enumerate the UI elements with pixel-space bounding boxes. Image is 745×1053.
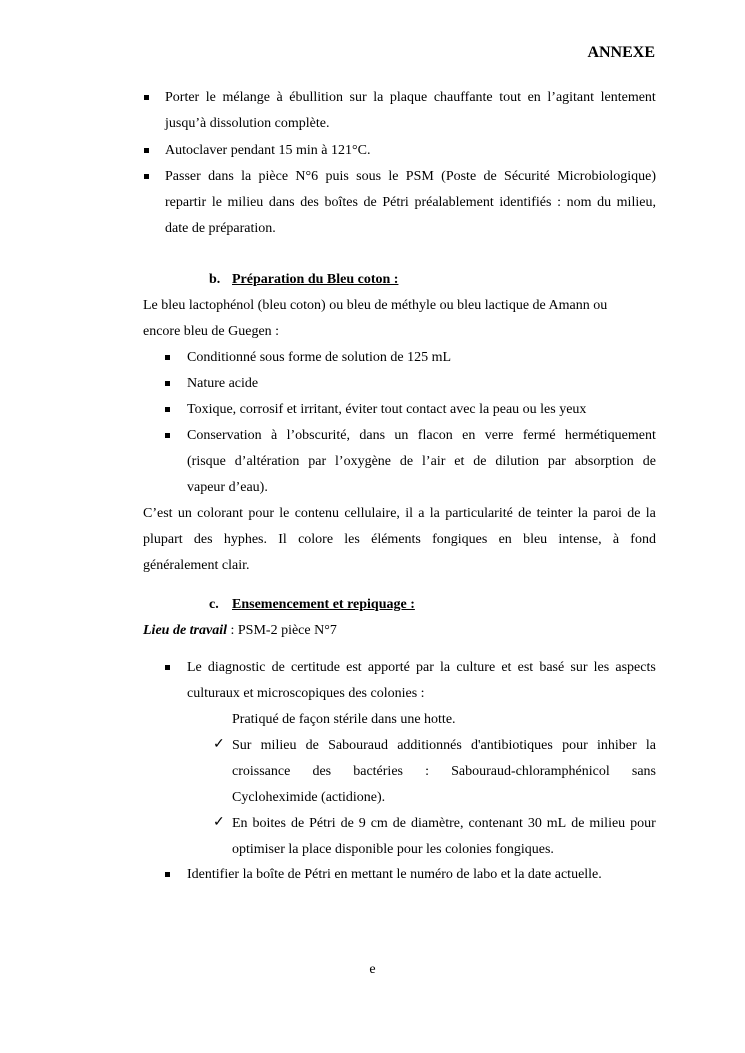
word: 30 (527, 816, 542, 831)
word: de (518, 506, 532, 521)
para-b2-line1 (143, 505, 656, 523)
word: verre (484, 428, 514, 443)
list1-item1-line1 (165, 89, 656, 107)
word: le (211, 195, 222, 210)
section-c-heading (232, 596, 415, 614)
para-b2-line3: généralement clair. (143, 558, 250, 573)
para-b-line2: encore bleu de Guegen : (143, 324, 280, 339)
word: des (312, 764, 332, 779)
word: culture (456, 660, 496, 675)
word: Sabouraud (328, 738, 388, 753)
word: en (498, 532, 512, 547)
word: dans (268, 195, 295, 210)
bullet-square (165, 407, 170, 412)
word: l’agitant (547, 90, 595, 105)
list4-item1: Identifier la boîte de Pétri en mettant le numéro de labo et la date actuelle. (187, 867, 602, 882)
word: nom (566, 195, 592, 210)
word: milieu (589, 816, 626, 831)
word: boîtes (324, 195, 358, 210)
page-number: e (369, 962, 376, 977)
word: a (418, 506, 425, 521)
word: dans (359, 428, 386, 443)
section-c-heading-text: Ensemencement et repiquage : (232, 597, 415, 612)
word: identifiés (499, 195, 552, 210)
word: est (517, 660, 534, 675)
word: sans (631, 764, 656, 779)
workplace-value: : PSM-2 pièce N°7 (227, 623, 337, 638)
bullet-square (144, 95, 149, 100)
word: bleu (523, 532, 548, 547)
word: du (597, 195, 612, 210)
word: plaque (389, 90, 428, 105)
list1-item3-line2 (165, 194, 656, 212)
word: flacon (417, 428, 453, 443)
word: la (577, 506, 588, 521)
word: le (279, 506, 290, 521)
check2-line1 (232, 815, 656, 833)
word: pour (630, 816, 656, 831)
word: et (454, 454, 465, 469)
word: dans (208, 169, 234, 184)
word: Conservation (187, 428, 262, 443)
word: plupart (143, 532, 183, 547)
word: intense, (558, 532, 602, 547)
list1-item3-line1 (165, 168, 656, 186)
word: des (193, 532, 213, 547)
para-b2-line2 (143, 531, 656, 549)
word: l’obscurité, (286, 428, 350, 443)
word: à (276, 90, 283, 105)
word: Sécurité (504, 169, 550, 184)
list2-item1: Conditionné sous forme de solution de 125 mL (187, 350, 452, 365)
word: à (271, 428, 278, 443)
word: PSM (405, 169, 434, 184)
word: aspects (615, 660, 656, 675)
word: de (571, 816, 585, 831)
word: pour (562, 738, 588, 753)
word: certitude (291, 660, 340, 675)
word: C’est (143, 506, 173, 521)
bullet-square (165, 872, 170, 877)
word: 9 (358, 816, 366, 831)
word: mélange (222, 90, 270, 105)
word: Il (278, 532, 287, 547)
list1-item3-line3: date de préparation. (165, 221, 276, 236)
word: par (547, 454, 566, 469)
word: le (388, 169, 399, 184)
word: de (483, 169, 497, 184)
word: un (394, 428, 409, 443)
workplace-label: Lieu de travail (143, 623, 227, 638)
word: hyphes. (223, 532, 267, 547)
word: préalablement (414, 195, 494, 210)
word: cellulaire, (344, 506, 400, 521)
word: additionnés (397, 738, 462, 753)
word: (risque (187, 454, 226, 469)
word: par (308, 454, 327, 469)
word: pour (248, 506, 274, 521)
word: paroi (593, 506, 622, 521)
check1-line1 (232, 737, 656, 755)
word: sur (349, 90, 367, 105)
check1-line2 (232, 763, 656, 781)
para-b-line1: Le bleu lactophénol (bleu coton) ou bleu de méthyle ou bleu lactique de Amann ou (143, 298, 608, 313)
list3-item1-line1 (187, 659, 656, 677)
word: Passer (165, 169, 201, 184)
section-b-heading-text: Préparation du Bleu coton : (232, 272, 399, 287)
word: tout (499, 90, 522, 105)
word: : (425, 764, 429, 779)
word: En (232, 816, 248, 831)
word: milieu, (616, 195, 656, 210)
list1-item1-line2: jusqu’à dissolution complète. (165, 116, 330, 131)
word: Le (187, 660, 202, 675)
word: lentement (600, 90, 656, 105)
word: de (290, 816, 305, 831)
word: teinter (536, 506, 573, 521)
word: fongiques (432, 532, 488, 547)
bullet-square (165, 355, 170, 360)
bullet-square (144, 148, 149, 153)
word: basé (539, 660, 565, 675)
word: N°6 (295, 169, 319, 184)
word: des (300, 195, 319, 210)
list3-item1-line2: culturaux et microscopiques des colonies : (187, 686, 425, 701)
word: inhiber (596, 738, 637, 753)
word: fond (630, 532, 656, 547)
word: l’air (422, 454, 446, 469)
word: Porter (165, 90, 200, 105)
word: d'antibiotiques (470, 738, 553, 753)
word: le (205, 90, 216, 105)
word: cm (370, 816, 388, 831)
section-b-heading (232, 271, 398, 289)
word: de (399, 454, 414, 469)
word: ébullition (289, 90, 343, 105)
word: par (416, 660, 434, 675)
list2-item4-line3: vapeur d’eau). (187, 480, 268, 495)
workplace-line (143, 622, 337, 640)
word: de (363, 195, 377, 210)
bullet-square (165, 381, 170, 386)
sub-item-plain: Pratiqué de façon stérile dans une hotte. (232, 712, 456, 727)
word: contenu (294, 506, 340, 521)
word: Sur (232, 738, 252, 753)
word: la (241, 169, 252, 184)
word: les (344, 532, 360, 547)
word: chauffante (433, 90, 493, 105)
word: de (305, 738, 319, 753)
word: mL (546, 816, 567, 831)
word: colore (298, 532, 334, 547)
word: (Poste (441, 169, 477, 184)
word: repartir (165, 195, 207, 210)
word: apporté (367, 660, 410, 675)
word: les (593, 660, 610, 675)
word: Microbiologique) (557, 169, 656, 184)
word: sous (356, 169, 382, 184)
word: la (645, 738, 656, 753)
word: de (271, 660, 285, 675)
word: milieu (227, 195, 264, 210)
bullet-square (165, 433, 170, 438)
word: hermétiquement (564, 428, 656, 443)
word: la (440, 660, 451, 675)
word: boites (252, 816, 286, 831)
word: un (177, 506, 192, 521)
word: en (527, 90, 541, 105)
list2-item3: Toxique, corrosif et irritant, éviter tout contact avec la peau ou les yeux (187, 402, 587, 417)
word: diamètre, (410, 816, 464, 831)
section-b-letter: b. (209, 272, 221, 287)
word: diagnostic (207, 660, 266, 675)
section-c-letter: c. (209, 597, 219, 612)
word: à (612, 532, 620, 547)
word: éléments (371, 532, 421, 547)
word: Sabouraud-chloramphénicol (451, 764, 610, 779)
word: pièce (258, 169, 289, 184)
word: l’oxygène (335, 454, 392, 469)
word: puis (325, 169, 349, 184)
checkmark-icon: ✓ (213, 737, 225, 752)
word: Pétri (382, 195, 409, 210)
word: fermé (522, 428, 556, 443)
word: est (346, 660, 362, 675)
word: Pétri (309, 816, 336, 831)
list2-item2: Nature acide (187, 376, 259, 391)
word: de (340, 816, 354, 831)
word: particularité (445, 506, 513, 521)
word: de (627, 506, 641, 521)
word: d’altération (234, 454, 300, 469)
word: bactéries (353, 764, 403, 779)
page-header-title: ANNEXE (587, 44, 655, 61)
word: : (557, 195, 561, 210)
check1-line3: Cycloheximide (actidione). (232, 790, 386, 805)
bullet-square (144, 174, 149, 179)
word: milieu (260, 738, 297, 753)
word: il (405, 506, 413, 521)
word: contenant (468, 816, 523, 831)
word: dilution (495, 454, 539, 469)
list2-item4-line1 (187, 427, 656, 445)
checkmark-icon: ✓ (213, 815, 225, 830)
word: de (392, 816, 407, 831)
word: de (642, 454, 656, 469)
word: colorant (197, 506, 244, 521)
word: en (462, 428, 476, 443)
word: sur (570, 660, 588, 675)
word: croissance (232, 764, 291, 779)
check2-line2: optimiser la place disponible pour les colonies fongiques. (232, 842, 554, 857)
word: absorption (574, 454, 634, 469)
word: la (645, 506, 656, 521)
word: la (429, 506, 440, 521)
list1-item2-line1: Autoclaver pendant 15 min à 121°C. (165, 143, 371, 158)
word: la (373, 90, 384, 105)
list2-item4-line2 (187, 453, 656, 471)
word: de (473, 454, 487, 469)
bullet-square (165, 665, 170, 670)
word: et (501, 660, 512, 675)
